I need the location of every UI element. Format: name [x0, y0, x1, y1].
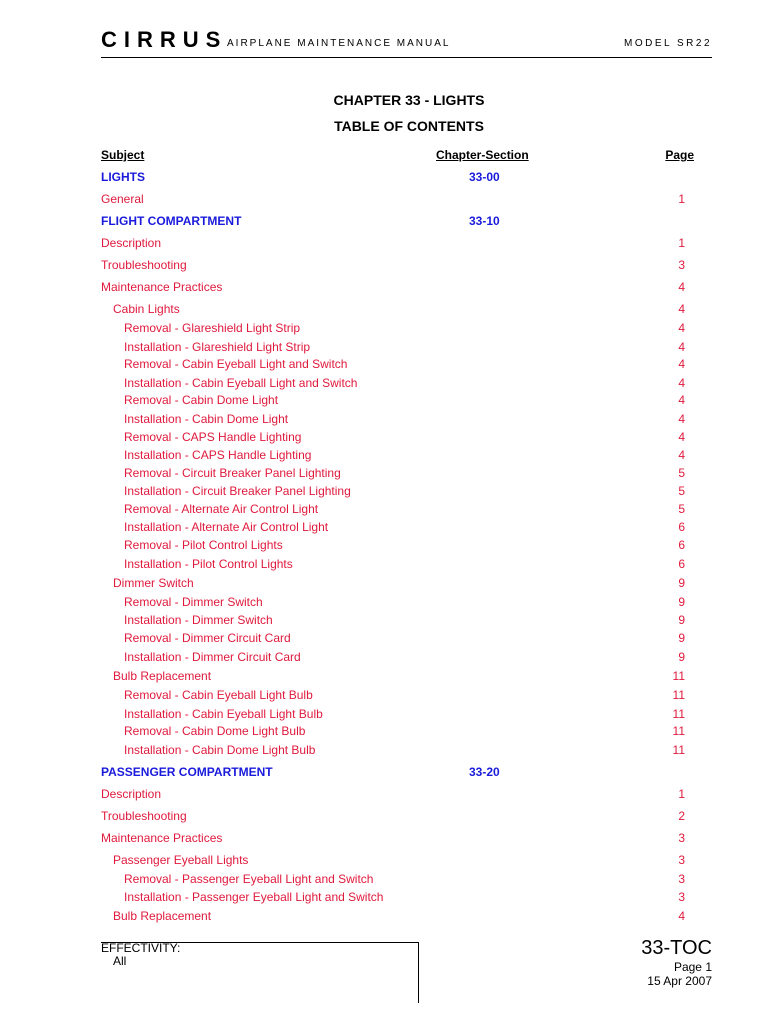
toc-page-number: 9 [678, 650, 685, 664]
toc-page-number: 11 [672, 669, 685, 683]
toc-subject[interactable]: Installation - Pilot Control Lights [124, 557, 293, 571]
toc-entry-row[interactable] [0, 576, 768, 592]
toc-subject[interactable]: Installation - CAPS Handle Lighting [124, 448, 312, 462]
toc-entry-row[interactable] [0, 631, 768, 647]
toc-subject[interactable]: Installation - Passenger Eyeball Light and Switch [124, 890, 384, 904]
toc-chapter-section: 33-00 [469, 170, 500, 184]
toc-subject[interactable]: Removal - Alternate Air Control Light [124, 502, 319, 516]
toc-entry-row[interactable] [0, 669, 768, 685]
toc-page-number: 4 [678, 412, 685, 426]
toc-section-row[interactable] [0, 765, 768, 781]
column-header-subject: Subject [101, 148, 145, 162]
toc-entry-row[interactable] [0, 321, 768, 337]
toc-subject[interactable]: PASSENGER COMPARTMENT [101, 765, 273, 779]
toc-subject[interactable]: Removal - Cabin Eyeball Light and Switch [124, 357, 348, 371]
toc-subject[interactable]: Installation - Glareshield Light Strip [124, 340, 311, 354]
toc-page-number: 4 [678, 430, 685, 444]
page-code: 33-TOC [641, 937, 712, 959]
toc-subject[interactable]: Removal - Cabin Eyeball Light Bulb [124, 688, 313, 702]
toc-subject[interactable]: Bulb Replacement [113, 669, 212, 683]
toc-subject[interactable]: General [101, 192, 144, 206]
toc-entry-row[interactable] [0, 809, 768, 825]
toc-page-number: 3 [678, 853, 685, 867]
toc-subject[interactable]: Removal - Circuit Breaker Panel Lighting [124, 466, 341, 480]
toc-page-number: 11 [672, 724, 685, 738]
toc-subject[interactable]: Bulb Replacement [113, 909, 212, 923]
toc-subject[interactable]: Maintenance Practices [101, 280, 223, 294]
toc-entry-row[interactable] [0, 688, 768, 704]
effectivity-label: EFFECTIVITY: [101, 941, 181, 955]
brand-logo-text: CIRRUS [101, 27, 228, 52]
toc-page-number: 11 [672, 707, 685, 721]
toc-subject[interactable]: Removal - Pilot Control Lights [124, 538, 283, 552]
toc-subject[interactable]: Installation - Cabin Eyeball Light and Switch [124, 376, 358, 390]
toc-subject[interactable]: Installation - Cabin Dome Light Bulb [124, 743, 316, 757]
toc-page-number: 9 [678, 631, 685, 645]
toc-subject[interactable]: Troubleshooting [101, 258, 187, 272]
toc-entry-row[interactable] [0, 280, 768, 296]
toc-entry-row[interactable] [0, 484, 768, 500]
toc-entry-row[interactable] [0, 707, 768, 723]
toc-entry-row[interactable] [0, 743, 768, 759]
page-number: Page 1 [673, 960, 712, 974]
toc-entry-row[interactable] [0, 650, 768, 666]
toc-page-number: 1 [678, 236, 685, 250]
toc-entry-row[interactable] [0, 357, 768, 373]
toc-section-row[interactable] [0, 214, 768, 230]
toc-page-number: 9 [678, 595, 685, 609]
toc-entry-row[interactable] [0, 724, 768, 740]
toc-subject[interactable]: Installation - Dimmer Switch [124, 613, 273, 627]
toc-subject[interactable]: Troubleshooting [101, 809, 187, 823]
toc-subject[interactable]: Maintenance Practices [101, 831, 223, 845]
toc-entry-row[interactable] [0, 448, 768, 464]
toc-entry-row[interactable] [0, 393, 768, 409]
toc-subject[interactable]: Passenger Eyeball Lights [113, 853, 249, 867]
toc-page-number: 6 [678, 520, 685, 534]
toc-entry-row[interactable] [0, 502, 768, 518]
toc-entry-row[interactable] [0, 831, 768, 847]
toc-subject[interactable]: Installation - Circuit Breaker Panel Lighting [124, 484, 351, 498]
toc-subject[interactable]: Removal - Dimmer Circuit Card [124, 631, 291, 645]
toc-entry-row[interactable] [0, 302, 768, 318]
toc-chapter-section: 33-10 [469, 214, 500, 228]
toc-subject[interactable]: Removal - Cabin Dome Light [124, 393, 279, 407]
toc-entry-row[interactable] [0, 412, 768, 428]
revision-date: 15 Apr 2007 [647, 974, 712, 988]
toc-page-number: 4 [678, 393, 685, 407]
toc-page-number: 6 [678, 538, 685, 552]
toc-page-number: 3 [678, 831, 685, 845]
toc-page-number: 11 [672, 743, 685, 757]
toc-page-number: 5 [678, 502, 685, 516]
toc-page-number: 2 [678, 809, 685, 823]
toc-subject[interactable]: Removal - Dimmer Switch [124, 595, 263, 609]
toc-subject[interactable]: Installation - Cabin Dome Light [124, 412, 289, 426]
toc-subject[interactable]: Installation - Alternate Air Control Light [124, 520, 329, 534]
column-header-chapter-section: Chapter-Section [436, 148, 529, 162]
toc-entry-row[interactable] [0, 192, 768, 208]
toc-entry-row[interactable] [0, 430, 768, 446]
toc-entry-row[interactable] [0, 909, 768, 925]
toc-subject[interactable]: Cabin Lights [113, 302, 180, 316]
toc-subject[interactable]: Description [101, 787, 162, 801]
toc-subject[interactable]: LIGHTS [101, 170, 145, 184]
toc-subject[interactable]: Description [101, 236, 162, 250]
toc-entry-row[interactable] [0, 258, 768, 274]
toc-subject[interactable]: FLIGHT COMPARTMENT [101, 214, 242, 228]
toc-entry-row[interactable] [0, 557, 768, 573]
toc-entry-row[interactable] [0, 236, 768, 252]
toc-entry-row[interactable] [0, 340, 768, 356]
toc-subject[interactable]: Removal - Cabin Dome Light Bulb [124, 724, 306, 738]
toc-page-number: 9 [678, 613, 685, 627]
toc-page-number: 5 [678, 484, 685, 498]
toc-section-row[interactable] [0, 170, 768, 186]
toc-entry-row[interactable] [0, 595, 768, 611]
toc-page-number: 5 [678, 466, 685, 480]
toc-page-number: 4 [678, 321, 685, 335]
toc-page-number: 4 [678, 302, 685, 316]
manual-title: AIRPLANE MAINTENANCE MANUAL [227, 38, 451, 49]
toc-entry-row[interactable] [0, 613, 768, 629]
toc-page-number: 11 [672, 688, 685, 702]
toc-subject[interactable]: Installation - Dimmer Circuit Card [124, 650, 301, 664]
toc-entry-row[interactable] [0, 376, 768, 392]
toc-page-number: 6 [678, 557, 685, 571]
toc-page-number: 3 [678, 872, 685, 886]
model-label: MODEL SR22 [624, 38, 712, 49]
toc-entry-row[interactable] [0, 538, 768, 554]
toc-entry-row[interactable] [0, 853, 768, 869]
effectivity-value: All [113, 954, 127, 968]
toc-subject[interactable]: Removal - CAPS Handle Lighting [124, 430, 302, 444]
toc-entry-row[interactable] [0, 787, 768, 803]
toc-entry-row[interactable] [0, 466, 768, 482]
toc-page-number: 4 [678, 909, 685, 923]
toc-page-number: 1 [678, 787, 685, 801]
column-header-page: Page [665, 148, 694, 162]
toc-page-number: 3 [678, 258, 685, 272]
toc-title: TABLE OF CONTENTS [334, 118, 484, 134]
toc-subject[interactable]: Installation - Cabin Eyeball Light Bulb [124, 707, 323, 721]
chapter-title: CHAPTER 33 - LIGHTS [333, 92, 485, 108]
toc-page-number: 4 [678, 340, 685, 354]
toc-page-number: 4 [678, 448, 685, 462]
toc-page-number: 4 [678, 357, 685, 371]
toc-entry-row[interactable] [0, 872, 768, 888]
toc-entry-row[interactable] [0, 890, 768, 906]
toc-subject[interactable]: Dimmer Switch [113, 576, 194, 590]
toc-subject[interactable]: Removal - Passenger Eyeball Light and Switch [124, 872, 374, 886]
toc-page-number: 1 [678, 192, 685, 206]
toc-chapter-section: 33-20 [469, 765, 500, 779]
toc-page-number: 9 [678, 576, 685, 590]
toc-page-number: 4 [678, 280, 685, 294]
toc-page-number: 4 [678, 376, 685, 390]
toc-entry-row[interactable] [0, 520, 768, 536]
toc-page-number: 3 [678, 890, 685, 904]
toc-subject[interactable]: Removal - Glareshield Light Strip [124, 321, 301, 335]
